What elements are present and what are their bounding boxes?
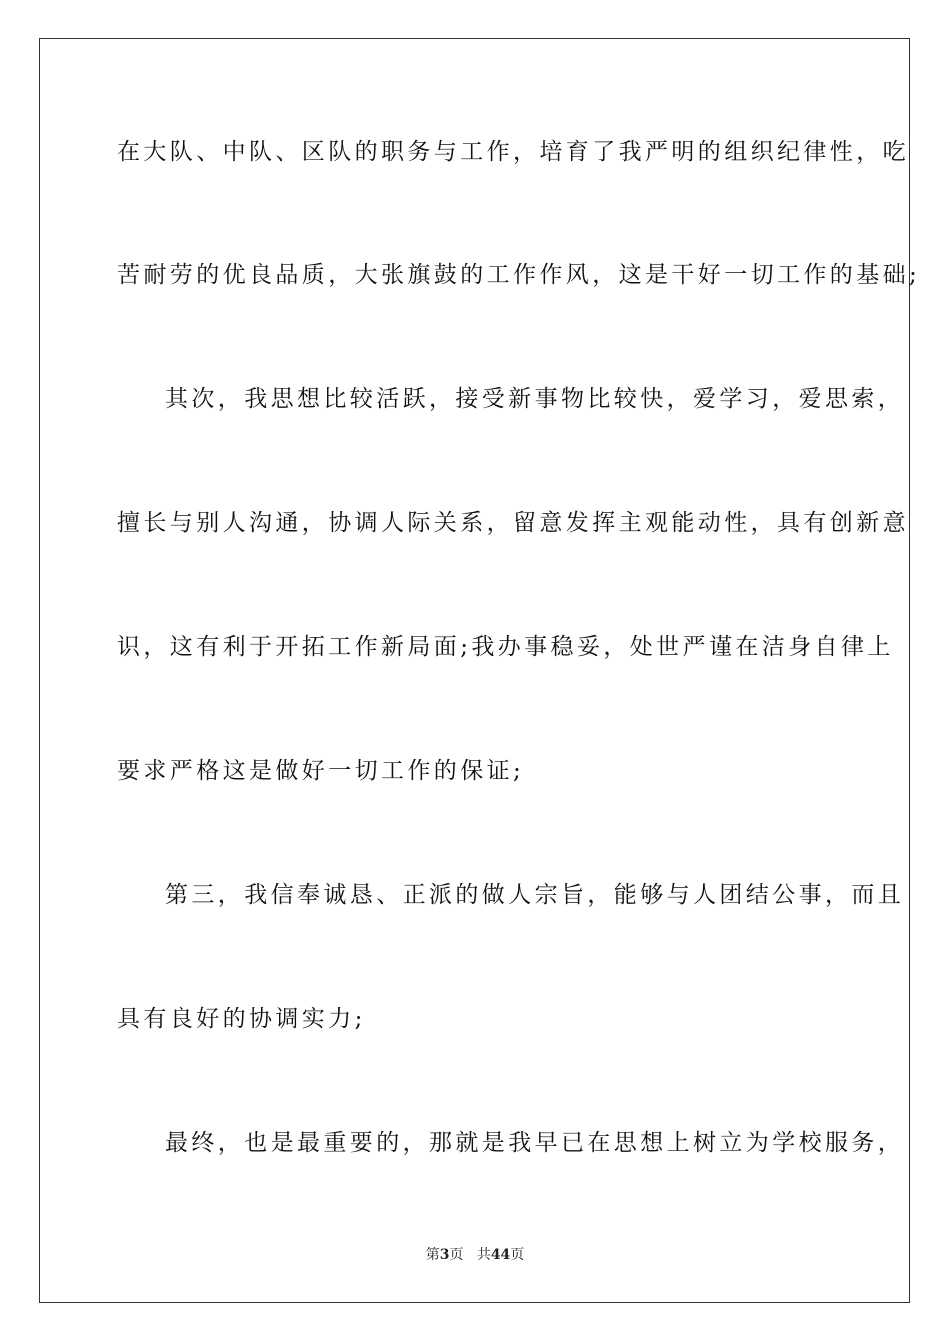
body-line-8: 具有良好的协调实力;	[117, 1006, 366, 1032]
footer-total-suffix: 页	[510, 1247, 525, 1263]
footer-page-prefix: 第	[425, 1247, 440, 1263]
body-line-9: 最终，也是最重要的，那就是我早已在思想上树立为学校服务，	[165, 1130, 905, 1156]
footer-total-prefix: 共	[476, 1247, 491, 1263]
body-line-4: 擅长与别人沟通，协调人际关系，留意发挥主观能动性，具有创新意	[117, 510, 909, 536]
page-footer	[0, 1245, 950, 1265]
body-line-7: 第三，我信奉诚恳、正派的做人宗旨，能够与人团结公事，而且	[165, 882, 905, 908]
body-line-5: 识，这有利于开拓工作新局面;我办事稳妥，处世严谨在洁身自律上	[117, 634, 894, 660]
footer-page-suffix: 页	[449, 1247, 464, 1263]
body-line-2: 苦耐劳的优良品质，大张旗鼓的工作作风，这是干好一切工作的基础;	[117, 262, 921, 288]
footer-total-pages: 44	[490, 1247, 511, 1263]
footer-page-number: 3	[439, 1247, 450, 1263]
body-line-6: 要求严格这是做好一切工作的保证;	[117, 758, 525, 784]
page-border	[39, 38, 910, 1303]
body-line-1: 在大队、中队、区队的职务与工作，培育了我严明的组织纪律性，吃	[117, 139, 909, 165]
body-line-3: 其次，我思想比较活跃，接受新事物比较快，爱学习，爱思索，	[165, 386, 905, 412]
